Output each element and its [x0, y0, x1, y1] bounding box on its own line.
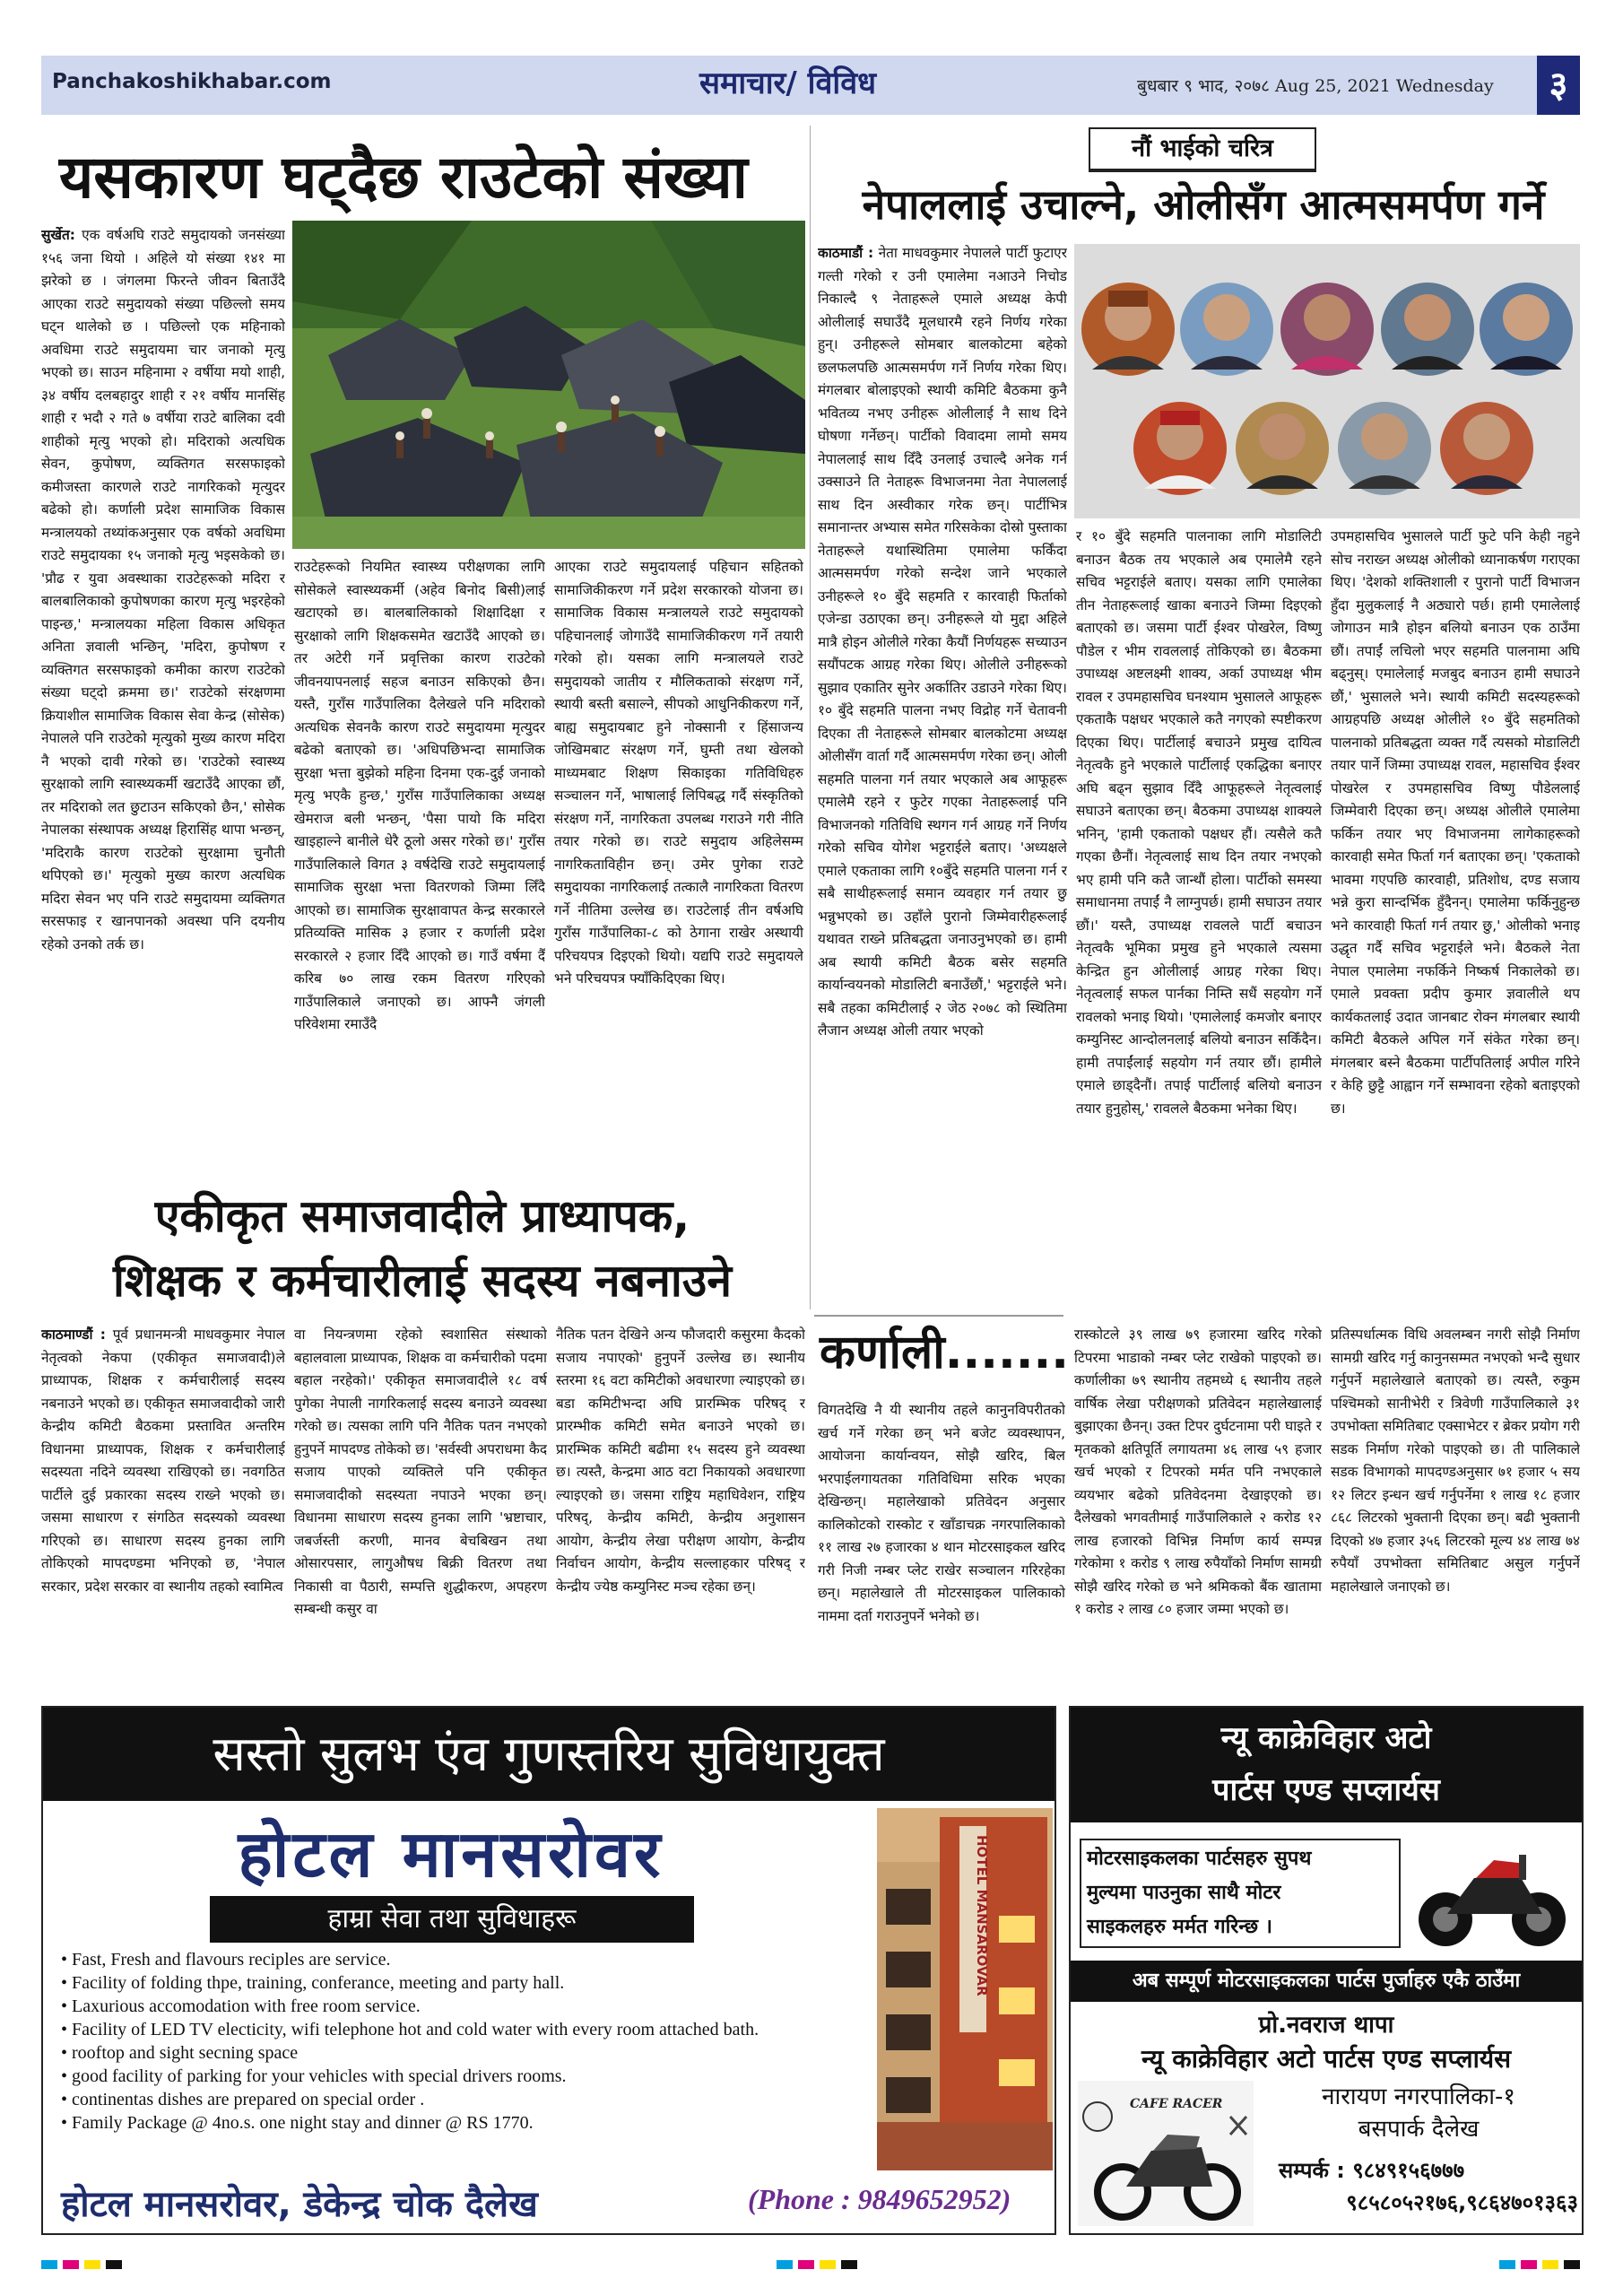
- raute-text-1: एक वर्षअघि राउटे समुदायको जनसंख्या १५६ जना थियो । अहिले यो संख्या १४१ मा झरेको छ । जंगलमा फिरन्ते जीवन बिताउँदै आएका राउटे समुदायको संख्या पछिल्लो समय घट्न थालेको छ । पछिल्लो एक महिनाको अवधिमा राउटे समुदायमा चार जनाको मृत्यु भएको छ। साउन महिनामा २ वर्षीया मयो शाही, ३४ वर्षीय दलबहादुर शाही र २१ वर्षीय मानसिंह शाही र भदौ २ गते ७ वर्षीया राउटे बालिका दवी शाहीको मृत्यु भएको हो। मदिराको अत्यधिक सेवन, कुपोषण, व्यक्तिगत सरसफाइको कमीजस्ता कारणले राउटे नागरिकको मृत्युदर बढेको हो। कर्णाली प्रदेश सामाजिक विकास मन्त्रालयको तथ्यांकअनुसार एक वर्षको अवधिमा राउटे समुदायका १५ जनाको मृत्यु भइसकेको छ। 'प्रौढ र युवा अवस्थाका राउटेहरूको मदिरा र बालबालिकाको कुपोषणका कारण मृत्यु भइरहेको पाइन्छ,' मन्त्रालयका महिला विकास अधिकृत अनिता ज्ञवाली भन्छिन्, 'मदिरा, कुपोषण र व्यक्तिगत सरसफाइको कमीका कारण राउटेको संख्या घट्दो क्रममा छ।' राउटेको संरक्षणमा क्रियाशील सामाजिक विकास सेवा केन्द्र (सोसेक) नेपालले पनि राउटेको मृत्युको मुख्य कारण मदिरा नै भएको दावी गरेको छ। 'राउटेको स्वास्थ्य सुरक्षाको लागि स्वास्थ्यकर्मी खटाउँदै आएका छौं, तर मदिराको लत छुटाउन सकिएको छैन,' सोसेक नेपालका संस्थापक अध्यक्ष हिरासिंह थापा भन्छन्, 'मदिराकै कारण राउटेको सुरक्षामा चुनौती थपिएको छ।' मृत्युको मुख्य कारण अत्यधिक मदिरा सेवन भए पनि राउटे समुदायमा व्यक्तिगत सरसफाइ र खानपानको अवस्था पनि दयनीय रहेको उनको तर्क छ।: [41, 227, 285, 952]
- motorcycle-icon: [1411, 1833, 1573, 1953]
- karnali-text-1: विगतदेखि नै यी स्थानीय तहले कानुनविपरीतको खर्च गर्ने गरेका छन् भने बजेट व्यवस्थापन, आयोजना कार्यान्वयन, सोझै खरिद, बिल भरपाईलगायतका गतिविधिमा सरिक भएका देखिन्छन्। महालेखाको प्रतिवेदन अनुसार कालिकोटको रास्कोट र खाँडाचक्र नगरपालिकाको ११ लाख २७ हजारका ४ थान मोटरसाइकल खरिद गरी निजी नम्बर प्लेट राखेर सञ्चालन गरिरहेका छन्। महालेखाले ती मोटरसाइकल पालिकाको नाममा दर्ता गराउनुपर्ने भनेको छ।: [818, 1402, 1065, 1624]
- raute-column-3: [554, 556, 803, 1168]
- oli-text-2: र १० बुँदे सहमति पालनाका लागि मोडालिटी बनाउन बैठक तय भएकाले अब एमालेमै रहने सचिव भट्टराईले बताए। यसका लागि एमालेका तीन नेताहरूलाई खाका बनाउने जिम्मा दिइएको बताएको छ। जसमा पार्टी ईश्वर पोखरेल, विष्णु पौडेल र भीम रावललाई तोकिएको छ। बैठकमा उपाध्यक्ष अष्टलक्ष्मी शाक्य, अर्का उपाध्यक्ष भीम रावल र उपमहासचिव घनश्याम भुसालले आफूहरू एकताकै पक्षधर भएकाले कतै नगएको स्पष्टीकरण दिएका थिए। पार्टीलाई बचाउने प्रमुख दायित्व नेतृत्वकै हुने भएकाले पार्टीलाई एकद्धिका बनाएर अघि बढ्न सुझाव दिँदै आफूहरूले नेतृत्वलाई सघाउने बताएका छन्। बैठकमा उपाध्यक्ष शाक्यले भनिन्, 'हामी एकताको पक्षधर हौं। त्यसैले कतै गएका छैनौं। नेतृत्वलाई साथ दिन तयार नभएको भए हामी पनि कतै जान्थौं होला। पार्टीको समस्या समाधानमा तपाईं नै लाग्नुपर्छ। हामी सघाउन तयार छौं।' यस्तै, उपाध्यक्ष रावलले पार्टी बचाउन नेतृत्वकै भूमिका प्रमुख हुने भएकाले त्यसमा केन्द्रित हुन ओलीलाई आग्रह गरेका थिए। नेतृत्वलाई सफल पार्नका निम्ति सधैं सहयोग गर्ने रावलको भनाइ थियो। 'एमालेलाई कमजोर बनाएर कम्युनिस्ट आन्दोलनलाई बलियो बनाउन सकिँदैन। हामी तपाईंलाई सहयोग गर्न तयार छौं। हामीले एमाले छाड्दैनौं। तपाई पार्टीलाई बलियो बनाउन तयार हुनुहोस्,' रावलले बैठकमा भनेका थिए।: [1076, 528, 1322, 1117]
- motorcycle-photo: [1411, 1833, 1573, 1953]
- samajwadi-column-2: [294, 1324, 547, 1690]
- raute-camp-photo: [292, 221, 805, 549]
- hotel-building-image: [877, 1808, 1053, 2170]
- oli-headline: नेपाललाई उचाल्ने, ओलीसँग आत्मसमर्पण गर्ने: [862, 180, 1545, 229]
- hotel-feature: • rooftop and sight secning space: [61, 2043, 299, 2063]
- karnali-column-3: [1331, 1324, 1580, 1690]
- leaders-photo-collage: [1074, 244, 1580, 518]
- samajwadi-dateline: काठमाण्डौं :: [41, 1326, 106, 1343]
- hotel-address: होटल मानसरोवर, डेकेन्द्र चोक दैलेख: [61, 2184, 538, 2225]
- oli-kicker-box: [1089, 127, 1316, 172]
- raute-dateline: सुर्खेत:: [41, 227, 75, 243]
- samajwadi-headline-line1: एकीकृत समाजवादीले प्राध्यापक,: [154, 1190, 690, 1242]
- column-divider: [810, 126, 811, 1309]
- hotel-services-subtitle: हाम्रा सेवा तथा सुविधाहरू: [210, 1896, 694, 1943]
- oli-column-3: [1331, 526, 1580, 1309]
- parts-phone-1[interactable]: ९८४९१५६७७७: [1352, 2158, 1465, 2183]
- oli-kicker: नौं भाईको चरित्र: [1132, 135, 1273, 162]
- leaders-faces-image: [1074, 244, 1580, 518]
- oli-column-1: [818, 242, 1067, 1309]
- hotel-feature: • Family Package @ 4no.s. one night stay and dinner @ RS 1770.: [61, 2113, 534, 2133]
- hotel-feature: • Facility of LED TV electicity, wifi telephone hot and cold water with every room attached bath.: [61, 2020, 759, 2039]
- print-colour-bar: [41, 2260, 1580, 2269]
- raute-text-2: राउटेहरूको नियमित स्वास्थ्य परीक्षणका लागि सोसेकले स्वास्थ्यकर्मी (अहेव बिनोद बिसी)लाई खटाएको छ। बालबालिकाको शिक्षादिक्षा र सुरक्षाको लागि शिक्षकसमेत खटाउँदै आएको छ। तर अटेरी गर्ने प्रवृत्तिका कारण राउटेको जीवनयापनलाई सहज बनाउन सकिएको छैन। यस्तै, गुराँस गाउँपालिका दैलेखले पनि मदिराको अत्यधिक सेवनकै कारण राउटे समुदायमा मृत्युदर बढेको बताएको छ। 'अधिपछिभन्दा सामाजिक सुरक्षा भत्ता बुझेको महिना दिनमा एक-दुई जनाको मृत्यु भएकै हुन्छ,' गुराँस गाउँपालिकाका अध्यक्ष खेमराज बली भन्छन्, 'पैसा पायो कि मदिरा खाइहाल्ने बानीले धेरै ठूलो असर गरेको छ।' गुराँस गाउँपालिकाले विगत ३ वर्षदेखि राउटे समुदायलाई सामाजिक सुरक्षा भत्ता वितरणको जिम्मा लिँदै आएको छ। सामाजिक सुरक्षावापत केन्द्र सरकारले प्रतिव्यक्ति मासिक ३ हजार र कर्णाली प्रदेश सरकारले २ हजार दिँदै आएको छ। गाउँ वर्षमा दैँ करिब ७० लाख रकम वितरण गरिएको गाउँपालिकाले जनाएको छ। आफ्नै जंगली परिवेशमा रमाउँदै: [294, 559, 545, 1032]
- oli-dateline: काठमाडौं :: [818, 245, 874, 261]
- parts-address: [1259, 2081, 1578, 2145]
- hotel-features-list: [50, 1948, 886, 2135]
- issue-date: बुधबार ९ भाद, २०७८ Aug 25, 2021 Wednesday: [1137, 76, 1494, 96]
- parts-ad: [1069, 1706, 1584, 2235]
- parts-contact: [1259, 2154, 1578, 2219]
- raute-headline: यसकारण घट्दैछ राउटेको संख्या: [59, 143, 748, 212]
- site-name[interactable]: Panchakoshikhabar.com: [52, 70, 332, 93]
- karnali-text-2: रास्कोटले ३९ लाख ७९ हजारमा खरिद गरेको टिपरमा भाडाको नम्बर प्लेट राखेको पाइएको छ। कर्णालीका ७९ स्थानीय तहमध्ये ६ स्थानीय तहले वार्षिक लेखा परीक्षणको प्रतिवेदन महालेखालाई बुझाएका छैनन्। उक्त टिपर दुर्घटनामा परी घाइते र मृतकको क्षतिपूर्ति लगायतमा ४६ लाख ५९ हजार खर्च भएको र टिपरको मर्मत पनि नभएकाले व्ययभार बढेको प्रतिवेदनमा देखाइएको छ। दैलेखको भगवतीमाई गाउँपालिकाले २ करोड १२ लाख हजारको विभिन्न निर्माण कार्य सम्पन्न गरेकोमा १ करोड ९ लाख रुपैयाँको निर्माण सामग्री सोझै खरिद गरेको छ भने श्रमिकको बैंक खातामा १ करोड २ लाख ८० हजार जम्मा भएको छ।: [1074, 1326, 1322, 1617]
- hotel-sign-text: HOTEL MANSAROVAR: [974, 1835, 990, 1996]
- oli-text-3: उपमहासचिव भुसालले पार्टी फुटे पनि केही नहुने सोच नराख्न अध्यक्ष ओलीको ध्यानाकर्षण गराएका थिए। 'देशको शक्तिशाली र पुरानो पार्टी विभाजन हुँदा मुलुकलाई नै अठ्यारो पर्छ। हामी एमालेलाई जोगाउन मात्रै होइन बलियो बनाउन एक ठाउँमा छौं। तपाईं लचिलो भएर सहमति पालनामा अघि बढ्नुस्। एमालेलाई मजबुद बनाउन हामी सघाउने छौं,' भुसालले भने। स्थायी कमिटी सदस्यहरूको आग्रहपछि अध्यक्ष ओलीले १० बुँदे सहमतिको पालनाको प्रतिबद्धता व्यक्त गर्दै त्यसको मोडालिटी तयार पार्ने जिम्मा उपाध्यक्ष रावल, महासचिव ईश्वर पोखरेल र उपमहासचिव विष्णु पौडेललाई जिम्मेवारी दिएका छन्। अध्यक्ष ओलीले एमालेमा फर्किन तयार भए विभाजनमा लागेकाहरूको कारवाही समेत फिर्ता गर्न बताएका छन्। 'एकताको भावमा गएपछि कारवाही, प्रतिशोध, दण्ड सजाय भन्ने कुरा सान्दर्भिक हुँदैनन्। एमालेमा फर्किनुहुन्छ भने कारवाही फिर्ता गर्न तयार छु,' ओलीको भनाइ उद्धृत गर्दै सचिव भट्टराईले भने। बैठकले नेता नेपाल एमालेमा नफर्किने निष्कर्ष निकालेको छ। एमाले प्रवक्ता प्रदीप कुमार ज्ञवालीले थप कार्यकतलाई उदात जानबाट रोक्न मंगलबार स्थायी कमिटी बैठकले अपिल गर्ने संकेत गरेका छन्। मंगलबार बस्ने बैठकमा पार्टीपतिलाई अपील गरिने र केहि छुट्टै आह्वान गर्ने सम्भावना रहेको बताइएको छ।: [1331, 528, 1580, 1117]
- hotel-phone[interactable]: (Phone : 9849652952): [748, 2183, 1011, 2215]
- parts-service-box: [1080, 1839, 1401, 1948]
- oli-column-2: [1076, 526, 1322, 1309]
- raute-camp-image: [292, 221, 805, 549]
- parts-title-line2: पार्टस एण्ड सप्लार्यस: [1212, 1772, 1440, 1808]
- parts-contact-label: सम्पर्क :: [1279, 2158, 1345, 2183]
- hotel-name: होटल मानसरोवर: [238, 1816, 664, 1892]
- samajwadi-column-1: [41, 1324, 285, 1690]
- karnali-column-2: [1074, 1324, 1322, 1690]
- samajwadi-text-3: नैतिक पतन देखिने अन्य फौजदारी कसुरमा कैदको सजाय नपाएको' हुनुपर्ने उल्लेख छ। स्थानीय स्तरमा १६ वटा कमिटीको अवधारणा ल्याइएको छ। बडा कमिटीभन्दा अघि प्रारम्भिक परिषद् र प्रारम्भीक कमिटी समेत बनाउने भएको छ। प्रारम्भिक कमिटी बढीमा १५ सदस्य हुने व्यवस्था छ। त्यस्तै, केन्द्रमा आठ वटा निकायको अवधारणा ल्याइएको छ। जसमा राष्ट्रिय महाधिवेशन, राष्ट्रिय परिषद्, केन्द्रीय कमिटी, केन्द्रीय अनुशासन आयोग, केन्द्रीय लेखा परीक्षण आयोग, केन्द्रीय निर्वाचन आयोग, केन्द्रीय सल्लाहकार परिषद् र केन्द्रीय ज्येष्ठ कम्युनिस्ट मञ्च रहेका छन्।: [556, 1326, 805, 1595]
- karnali-column-1: [818, 1399, 1065, 1690]
- hotel-feature: • Fast, Fresh and flavours reciples are service.: [61, 1950, 391, 1970]
- samajwadi-text-1: पूर्व प्रधानमन्त्री माधवकुमार नेपाल नेतृत्वको नेकपा (एकीकृत समाजवादी)ले प्राध्यापक, शिक्षक र कर्मचारीलाई सदस्य नबनाउने भएको छ। एकीकृत समाजवादीको जारी केन्द्रीय कमिटी बैठकमा प्रस्तावित अन्तरिम विधानमा प्राध्यापक, शिक्षक र कर्मचारीलाई सदस्यता नदिने व्यवस्था राखिएको छ। नवगठित पार्टीले दुई प्रकारका सदस्य राख्ने भएको छ। जसमा साधारण र संगठित सदस्यको व्यवस्था गरिएको छ। साधारण सदस्य हुनका लागि तोकिएको मापदण्डमा भनिएको छ, 'नेपाल सरकार, प्रदेश सरकार वा स्थानीय तहको स्वामित्व: [41, 1326, 285, 1595]
- karnali-headline: कर्णाली.......: [820, 1326, 1070, 1379]
- parts-service-line3: साइकलहरु मर्मत गरिन्छ ।: [1087, 1916, 1272, 1938]
- raute-column-2: [294, 556, 545, 1168]
- parts-strip: अब सम्पूर्ण मोटरसाइकलका पार्टस पुर्जाहरु एकै ठाउँमा: [1071, 1961, 1582, 2002]
- samajwadi-column-3: [556, 1324, 805, 1690]
- oli-text-1: नेता माधवकुमार नेपालले पार्टी फुटाएर गल्ती गरेको र उनी एमालेमा नआउने निचोड निकाल्दै ९ नेताहरूले एमाले अध्यक्ष केपी ओलीलाई सघाउँदै मूलधारमै रहने निर्णय गरेका हुन्। उनीहरूले सोमबार बालकोटमा बहेको छलफलपछि आत्मसमर्पण गर्ने निर्णय गरेका थिए। मंगलबार बोलाइएको स्थायी कमिटि बैठकमा कुनै भवितव्य नभए उनीहरू ओलीलाई नै साथ दिने घोषणा गर्नेछन्। पार्टीको विवादमा लामो समय नेपाललाई साथ दिँदै उनलाई उचाल्दै अनेक गर्न उक्साउने ति नेताहरू विभाजनमा नेता नेपाललाई साथ दिन अस्वीकार गरेक छन्। पार्टीभित्र समानान्तर अभ्यास समेत गरिसकेका दोस्रो पुस्ताका नेताहरूले यथास्थितिमा एमालेमा फर्किंदा आत्मसमर्पण गरेको सन्देश जाने भएकाले उनीहरूले १० बुँदे सहमति र कारवाही फिर्ताको एजेन्डा उठाएका छन्। उनीहरूले यो मुद्दा अहिले मात्रै होइन ओलीले गरेका कैयौं निर्णयहरू सच्याउन सयौंपटक आग्रह गरेका थिए। ओलीले उनीहरूको सुझाव एकातिर सुनेर अर्कातिर उडाउने गरेका थिए। १० बुँदे सहमति पालना नभए विद्रोह गर्ने चेतावनी दिएका ती नेताहरूले सोमबार बालकोटमा अध्यक्ष ओलीसँग वार्ता गर्दै आत्मसमर्पण गरेका छन्। ओली सहमति पालना गर्न तयार भएकाले अब आफूहरू एमालेमै रहने र फुटेर गएका नेताहरूलाई पनि विभाजनको गतिविधि स्थगन गर्न आग्रह गर्ने निर्णय गरेको सचिव योगेश भट्टराईले बताए। 'अध्यक्षले एमाले एकताका लागि १०बुँदे सहमति पालना गर्न र सबै साथीहरूलाई समान व्यवहार गर्न तयार छु भन्नुभएको छ। उहाँले पुरानो जिम्मेवारीहरूलाई यथावत राख्ने प्रतिबद्धता जनाउनुभएको छ। हामी अब स्थायी कमिटी बैठक बसेर सहमति कार्यान्वयनको मोडालिटी बनाउँछौं,' भट्टराईले भने। सबै तहका कमिटीलाई २ जेठ २०७८ को स्थितिमा लैजान अध्यक्ष ओली तयार भएको: [818, 245, 1067, 1039]
- parts-service-line1: मोटरसाइकलका पार्टसहरु सुपथ: [1087, 1848, 1312, 1870]
- hotel-building-photo: [877, 1808, 1053, 2170]
- hotel-feature: • continentas dishes are prepared on special order .: [61, 2090, 425, 2109]
- cafe-racer-image: [1078, 2081, 1254, 2226]
- parts-address-line2: बसपार्क दैलेख: [1358, 2116, 1480, 2143]
- cafe-racer-photo: [1078, 2081, 1254, 2226]
- parts-company: न्यू काक्रेविहार अटो पार्टस एण्ड सप्लार्यस: [1141, 2044, 1512, 2074]
- raute-text-3: आएका राउटे समुदायलाई पहिचान सहितको सामाजिकीकरण गर्ने प्रदेश सरकारको योजना छ। सामाजिक विकास मन्त्रालयले राउटे समुदायको पहिचानलाई जोगाउँदै सामाजिकीकरण गर्ने तयारी गरेको हो। यसका लागि मन्त्रालयले राउटे समुदायको जातीय र मौलिकताको संरक्षण गर्ने, स्थायी बस्ती बसाल्ने, सीपको आधुनिकीकरण गर्ने, बाह्य समुदायबाट हुने नोक्सानी र हिंसाजन्य जोखिमबाट संरक्षण गर्ने, घुम्ती तथा खेलको माध्यमबाट शिक्षण सिकाइका गतिविधिहरु सञ्चालन गर्ने, भाषालाई लिपिबद्ध गर्दै संस्कृतिको संरक्षण गर्ने, नागरिकता उपलब्ध गराउने गरी नीति तयार गरेको छ। राउटे समुदाय अहिलेसम्म नागरिकताविहीन छन्। उमेर पुगेका राउटे समुदायका नागरिकलाई तत्कालै नागरिकता वितरण गर्ने नीतिमा उल्लेख छ। राउटेलाई तीन वर्षअघि गुराँस गाउँपालिका-८ को ठेगाना राखेर अस्थायी परिचयपत्र दिइएको थियो। यद्यपि राउटे समुदायले भने परिचयपत्र फ्याँकिदिएका थिए।: [554, 559, 803, 987]
- hotel-footer: [43, 2170, 1055, 2230]
- samajwadi-headline-line2: शिक्षक र कर्मचारीलाई सदस्य नबनाउने: [112, 1255, 733, 1307]
- hotel-ad: [41, 1706, 1056, 2235]
- parts-proprietor: प्रो.नवराज थापा: [1258, 2012, 1394, 2039]
- hotel-banner: सस्तो सुलभ एंव गुणस्तरिय सुविधायुक्त: [43, 1708, 1055, 1801]
- section-title: समाचार/ विविध: [699, 65, 877, 101]
- samajwadi-text-2: वा नियन्त्रणमा रहेको स्वशासित संस्थाको बहालवाला प्राध्यापक, शिक्षक वा कर्मचारीको पदमा बहाल नरहेको।' एकीकृत समाजवादीले १८ वर्ष पुगेका नेपाली नागरिकलाई सदस्य बनाउने व्यवस्था गरेको छ। त्यसका लागि पनि नैतिक पतन नभएको हुनुपर्ने मापदण्ड तोकेको छ। 'सर्वस्वी अपराधमा कैद सजाय पाएको व्यक्तिले पनि एकीकृत समाजवादीको सदस्यता नपाउने भएका छन्। विधानमा साधारण सदस्य हुनका लागि 'भ्रष्टाचार, जबर्जस्ती करणी, मानव बेचबिखन तथा ओसारपसार, लागुऔषध बिक्री वितरण तथा निकासी वा पैठारी, सम्पत्ति शुद्धीकरण, अपहरण सम्बन्धी कसुर वा: [294, 1326, 547, 1617]
- parts-ad-header: [1071, 1708, 1582, 1822]
- raute-column-1: [41, 224, 285, 1168]
- hotel-feature: • good facility of parking for your vehicles with special drivers rooms.: [61, 2066, 567, 2086]
- parts-phone-2[interactable]: ९८५८०५२१७६,९८६४७०१३६३: [1346, 2190, 1578, 2215]
- parts-service-line2: मुल्यमा पाउनुका साथै मोटर: [1087, 1882, 1281, 1904]
- parts-address-line1: नारायण नगरपालिका-१: [1322, 2083, 1515, 2110]
- parts-title-line1: न्यू काक्रेविहार अटो: [1220, 1720, 1432, 1756]
- hotel-feature: • Laxurious accomodation with free room service.: [61, 1996, 421, 2016]
- karnali-headline-box: [814, 1315, 1070, 1396]
- karnali-text-3: प्रतिस्पर्धात्मक विधि अवलम्बन नगरी सोझै निर्माण सामग्री खरिद गर्नु कानुनसम्मत नभएको भन्दै सुधार गर्नुपर्ने महालेखाले बताएको छ। त्यस्तै, रुकुम पश्चिमको सानीभेरी र त्रिवेणी गाउँपालिकाले ३१ उपभोक्ता समितिबाट एक्साभेटर र ब्रेकर प्रयोग गरी सडक निर्माण गरेको पाइएको छ। ती पालिकाले सडक विभागको मापदण्डअनुसार ७१ हजार ५ सय १२ लिटर इन्धन खर्च गर्नुपर्नेमा १ लाख १८ हजार ८६८ लिटरको भुक्तानी दिएका छन्। बढी भुक्तानी दिएको ४७ हजार ३५६ लिटरको मूल्य ४४ लाख ७४ रुपैयाँ उपभोक्ता समितिबाट असुल गर्नुपर्ने महालेखाले जनाएको छ।: [1331, 1326, 1580, 1595]
- page-number: ३: [1537, 56, 1580, 115]
- cafe-racer-text: CAFE RACER: [1130, 2097, 1223, 2111]
- hotel-feature: • Facility of folding thpe, training, conferance, meeting and party hall.: [61, 1973, 565, 1993]
